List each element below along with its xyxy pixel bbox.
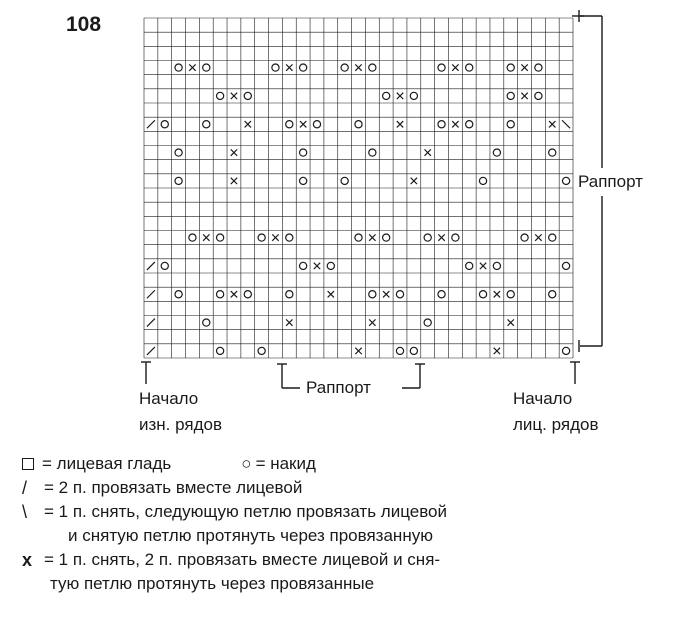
yarn-over-symbol bbox=[300, 149, 307, 156]
sk2p-symbol bbox=[549, 121, 555, 127]
sk2p-symbol bbox=[314, 263, 320, 269]
yarn-over-symbol bbox=[438, 291, 445, 298]
yarn-over-symbol bbox=[355, 234, 362, 241]
yarn-over-symbol bbox=[479, 177, 486, 184]
yarn-over-symbol bbox=[369, 291, 376, 298]
slash-icon: / bbox=[22, 478, 28, 498]
yarn-over-symbol bbox=[286, 121, 293, 128]
sk2p-symbol bbox=[438, 234, 444, 240]
yarn-over-symbol bbox=[452, 234, 459, 241]
yarn-over-symbol bbox=[507, 64, 514, 71]
yarn-over-symbol bbox=[466, 262, 473, 269]
square-icon bbox=[22, 458, 34, 470]
yarn-over-symbol bbox=[562, 262, 569, 269]
repeat-label-bottom: Раппорт bbox=[306, 378, 371, 397]
yarn-over-symbol bbox=[396, 291, 403, 298]
yarn-over-symbol bbox=[507, 92, 514, 99]
sk2p-symbol bbox=[231, 291, 237, 297]
yarn-over-symbol bbox=[244, 291, 251, 298]
yarn-over-symbol bbox=[466, 64, 473, 71]
yarn-over-symbol bbox=[203, 319, 210, 326]
yarn-over-symbol bbox=[383, 92, 390, 99]
sk2p-symbol bbox=[397, 121, 403, 127]
yarn-over-symbol bbox=[493, 149, 500, 156]
yarn-over-symbol bbox=[272, 64, 279, 71]
yarn-over-symbol bbox=[161, 121, 168, 128]
yarn-over-symbol bbox=[327, 262, 334, 269]
yarn-over-symbol bbox=[438, 64, 445, 71]
yarn-over-symbol bbox=[175, 291, 182, 298]
sk2p-symbol bbox=[355, 348, 361, 354]
yarn-over-symbol bbox=[300, 262, 307, 269]
yarn-over-symbol bbox=[341, 177, 348, 184]
start-wrong-label-2: изн. рядов bbox=[139, 415, 222, 434]
sk2p-symbol bbox=[355, 64, 361, 70]
legend-text: и снятую петлю протянуть через провязанную bbox=[68, 526, 433, 545]
yarn-over-symbol bbox=[300, 177, 307, 184]
yarn-over-symbol bbox=[300, 64, 307, 71]
yarn-over-symbol bbox=[466, 121, 473, 128]
start-right-label-2: лиц. рядов bbox=[513, 415, 599, 434]
yarn-over-symbol bbox=[549, 291, 556, 298]
yarn-over-symbol bbox=[175, 149, 182, 156]
start-right-label-1: Начало bbox=[513, 389, 573, 408]
legend-row-skp bbox=[22, 500, 447, 524]
k2tog-symbol bbox=[147, 262, 155, 270]
yarn-over-symbol bbox=[424, 234, 431, 241]
sk2p-symbol bbox=[383, 291, 389, 297]
k2tog-symbol bbox=[147, 319, 155, 327]
yarn-over-symbol bbox=[203, 64, 210, 71]
yarn-over-symbol bbox=[535, 64, 542, 71]
sk2p-symbol bbox=[272, 234, 278, 240]
yarn-over-symbol bbox=[369, 64, 376, 71]
sk2p-symbol bbox=[411, 178, 417, 184]
yarn-over-symbol bbox=[438, 121, 445, 128]
legend-text: = 1 п. снять, 2 п. провязать вместе лицевой и сня- bbox=[44, 550, 441, 569]
yarn-over-symbol bbox=[313, 121, 320, 128]
k2tog-symbol bbox=[147, 120, 155, 128]
yarn-over-symbol bbox=[258, 234, 265, 241]
yarn-over-symbol bbox=[217, 347, 224, 354]
legend-text: = лицевая гладь bbox=[42, 454, 172, 473]
sk2p-symbol bbox=[300, 121, 306, 127]
legend-row-sk2p bbox=[22, 548, 447, 572]
legend bbox=[22, 452, 447, 596]
sk2p-symbol bbox=[508, 319, 514, 325]
yarn-over-symbol bbox=[383, 234, 390, 241]
sk2p-symbol bbox=[452, 121, 458, 127]
legend-text: = накид bbox=[255, 454, 316, 473]
sk2p-symbol bbox=[480, 263, 486, 269]
yarn-over-symbol bbox=[286, 234, 293, 241]
sk2p-symbol bbox=[369, 319, 375, 325]
yarn-over-symbol bbox=[479, 291, 486, 298]
legend-row-k2tog bbox=[22, 476, 447, 500]
sk2p-symbol bbox=[452, 64, 458, 70]
sk2p-symbol bbox=[328, 291, 334, 297]
yarn-over-symbol bbox=[217, 234, 224, 241]
yarn-over-symbol bbox=[507, 291, 514, 298]
yarn-over-symbol bbox=[562, 177, 569, 184]
yarn-over-symbol bbox=[396, 347, 403, 354]
sk2p-symbol bbox=[369, 234, 375, 240]
backslash-icon: \ bbox=[22, 502, 28, 522]
sk2p-symbol bbox=[231, 93, 237, 99]
yarn-over-symbol bbox=[493, 262, 500, 269]
yarn-over-symbol bbox=[549, 149, 556, 156]
legend-text: = 1 п. снять, следующую петлю провязать лицевой bbox=[44, 502, 447, 521]
yarn-over-symbol bbox=[521, 234, 528, 241]
yarn-over-symbol bbox=[258, 347, 265, 354]
yarn-over-symbol bbox=[410, 92, 417, 99]
sk2p-symbol bbox=[231, 149, 237, 155]
start-wrong-label-1: Начало bbox=[139, 389, 199, 408]
skp-symbol bbox=[562, 120, 570, 128]
k2tog-symbol bbox=[147, 347, 155, 355]
sk2p-symbol bbox=[245, 121, 251, 127]
yarn-over-symbol bbox=[286, 291, 293, 298]
yarn-over-symbol bbox=[341, 64, 348, 71]
yarn-over-symbol bbox=[217, 92, 224, 99]
legend-row-skp-cont bbox=[22, 524, 447, 548]
sk2p-symbol bbox=[203, 234, 209, 240]
yarn-over-icon: ○ bbox=[241, 454, 252, 473]
yarn-over-symbol bbox=[175, 64, 182, 71]
yarn-over-symbol bbox=[161, 262, 168, 269]
yarn-over-symbol bbox=[410, 347, 417, 354]
yarn-over-symbol bbox=[217, 291, 224, 298]
yarn-over-symbol bbox=[189, 234, 196, 241]
x-icon: x bbox=[22, 550, 33, 570]
chart-number: 108 bbox=[66, 13, 102, 36]
yarn-over-symbol bbox=[562, 347, 569, 354]
sk2p-symbol bbox=[535, 234, 541, 240]
sk2p-symbol bbox=[231, 178, 237, 184]
yarn-over-symbol bbox=[203, 121, 210, 128]
yarn-over-symbol bbox=[175, 177, 182, 184]
legend-row-sk2p-cont bbox=[22, 572, 447, 596]
sk2p-symbol bbox=[397, 93, 403, 99]
sk2p-symbol bbox=[424, 149, 430, 155]
sk2p-symbol bbox=[521, 93, 527, 99]
yarn-over-symbol bbox=[549, 234, 556, 241]
yarn-over-symbol bbox=[369, 149, 376, 156]
chart-grid bbox=[144, 18, 573, 358]
sk2p-symbol bbox=[494, 291, 500, 297]
sk2p-symbol bbox=[521, 64, 527, 70]
sk2p-symbol bbox=[286, 64, 292, 70]
legend-text: = 2 п. провязать вместе лицевой bbox=[44, 478, 303, 497]
yarn-over-symbol bbox=[535, 92, 542, 99]
sk2p-symbol bbox=[286, 319, 292, 325]
sk2p-symbol bbox=[189, 64, 195, 70]
yarn-over-symbol bbox=[507, 121, 514, 128]
k2tog-symbol bbox=[147, 290, 155, 298]
yarn-over-symbol bbox=[244, 92, 251, 99]
legend-row-knit bbox=[22, 452, 447, 476]
yarn-over-symbol bbox=[355, 121, 362, 128]
yarn-over-symbol bbox=[424, 319, 431, 326]
repeat-label-right: Раппорт bbox=[578, 172, 643, 191]
legend-text: тую петлю протянуть через провязанные bbox=[50, 574, 375, 593]
chart-symbols bbox=[147, 64, 570, 355]
sk2p-symbol bbox=[494, 348, 500, 354]
